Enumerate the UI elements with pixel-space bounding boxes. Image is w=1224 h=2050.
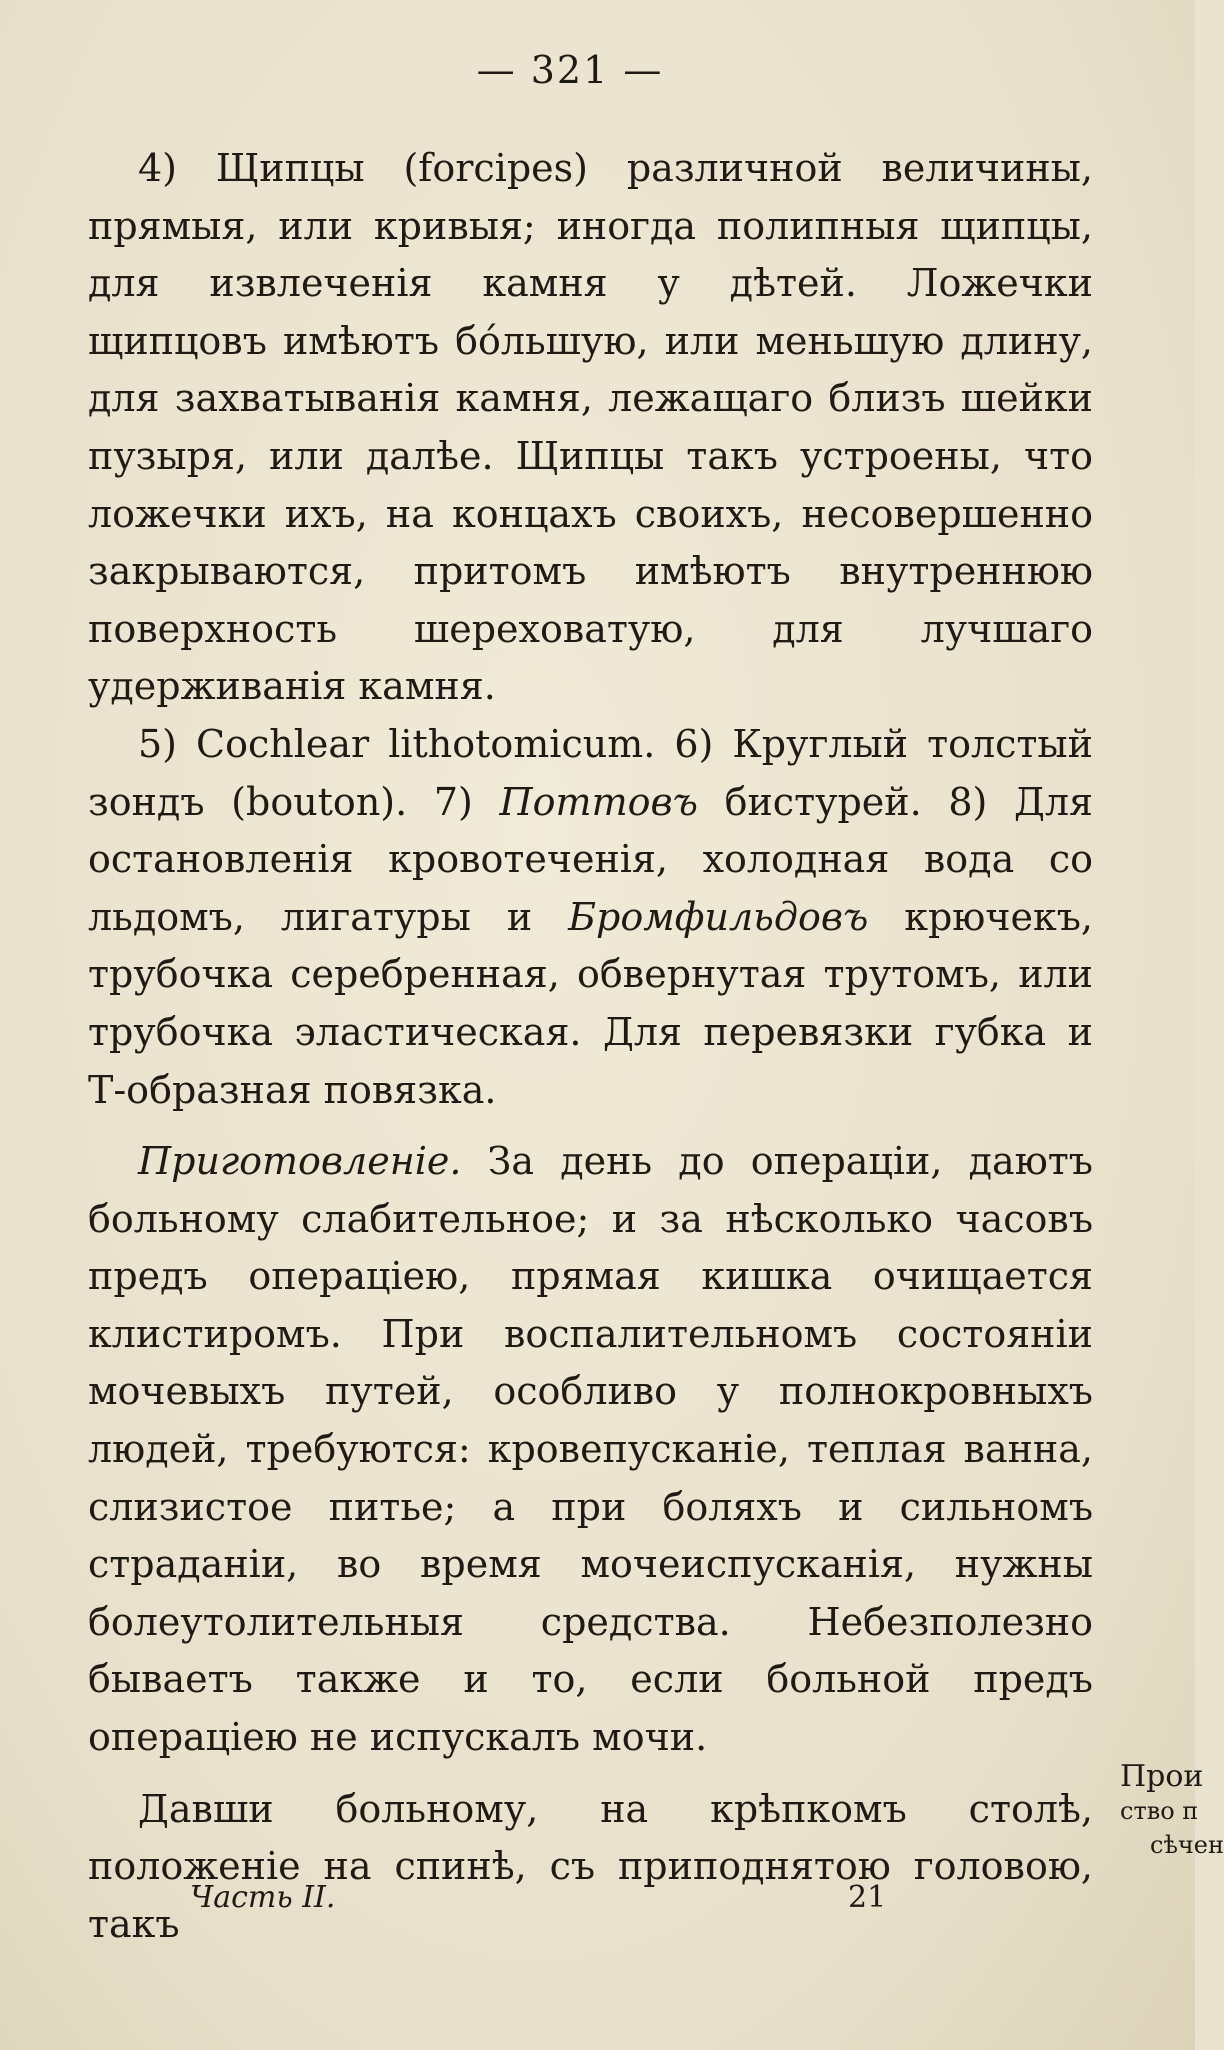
instruments-text-b: бистурей. 8) Для остановленія кровотеченія, холодная вода со льдомъ, лигатуры и xyxy=(88,779,1093,939)
volume-signature: Часть II. xyxy=(190,1880,336,1915)
sheet-number: 21 xyxy=(848,1880,887,1915)
page-footer xyxy=(0,1880,1195,1920)
instruments-text-a: 5) Cochlear lithotomicum. 6) Круглый толстый зондъ (bouton). 7) xyxy=(88,721,1093,824)
pott-name: Поттовъ xyxy=(499,779,698,824)
paragraph-position: Давши больному, на крѣпкомъ столѣ, положеніе на спинѣ, съ приподнятою головою, такъ xyxy=(88,1786,1093,1946)
margin-note-line: Прои xyxy=(1120,1759,1204,1794)
margin-note xyxy=(1120,1759,1224,1862)
paragraph-forceps: 4) Щипцы (forcipes) различной величины, прямыя, или кривыя; иногда полипныя щипцы, для извлеченія камня у дѣтей. Ложечки щипцовъ имѣютъ бо́льшую, или меньшую длину, для захватыванія камня, лежащаго близъ шейки пузыря, или далѣе. Щипцы такъ устроены, что ложечки ихъ, на концахъ своихъ, несовершенно закрываются, притомъ имѣютъ внутреннюю поверхность шереховатую, для лучшаго удерживанія камня. xyxy=(88,146,1093,709)
page-number: — 321 — xyxy=(476,48,664,92)
instruments-text-c: крючекъ, трубочка серебренная, обвернутая трутомъ, или трубочка эластическая. Для перевязки губка и Т-образная повязка. xyxy=(88,894,1094,1112)
preparation-text: За день до операціи, даютъ больному слабительное; и за нѣсколько часовъ предъ операціею, прямая кишка очищается клистиромъ. При воспалительномъ состояніи мочевыхъ путей, особливо у полнокровныхъ людей, требуются: кровепусканіе, теплая ванна, слизистое питье; а при боляхъ и сильномъ страданіи, во время мочеиспусканія, нужны болеутолительныя средства. Небезполезно бываетъ также и то, если больной предъ операціею не испускалъ мочи. xyxy=(88,1139,1093,1760)
margin-note-line: ство п xyxy=(1120,1797,1199,1825)
body-text xyxy=(88,140,1093,1953)
paragraph-preparation xyxy=(88,1133,1093,1767)
margin-note-line: сѣчен xyxy=(1150,1831,1224,1859)
bromfield-name: Бромфильдовъ xyxy=(568,894,869,939)
preparation-heading: Приготовленіе. xyxy=(138,1139,462,1184)
paragraph-instruments xyxy=(88,716,1093,1119)
